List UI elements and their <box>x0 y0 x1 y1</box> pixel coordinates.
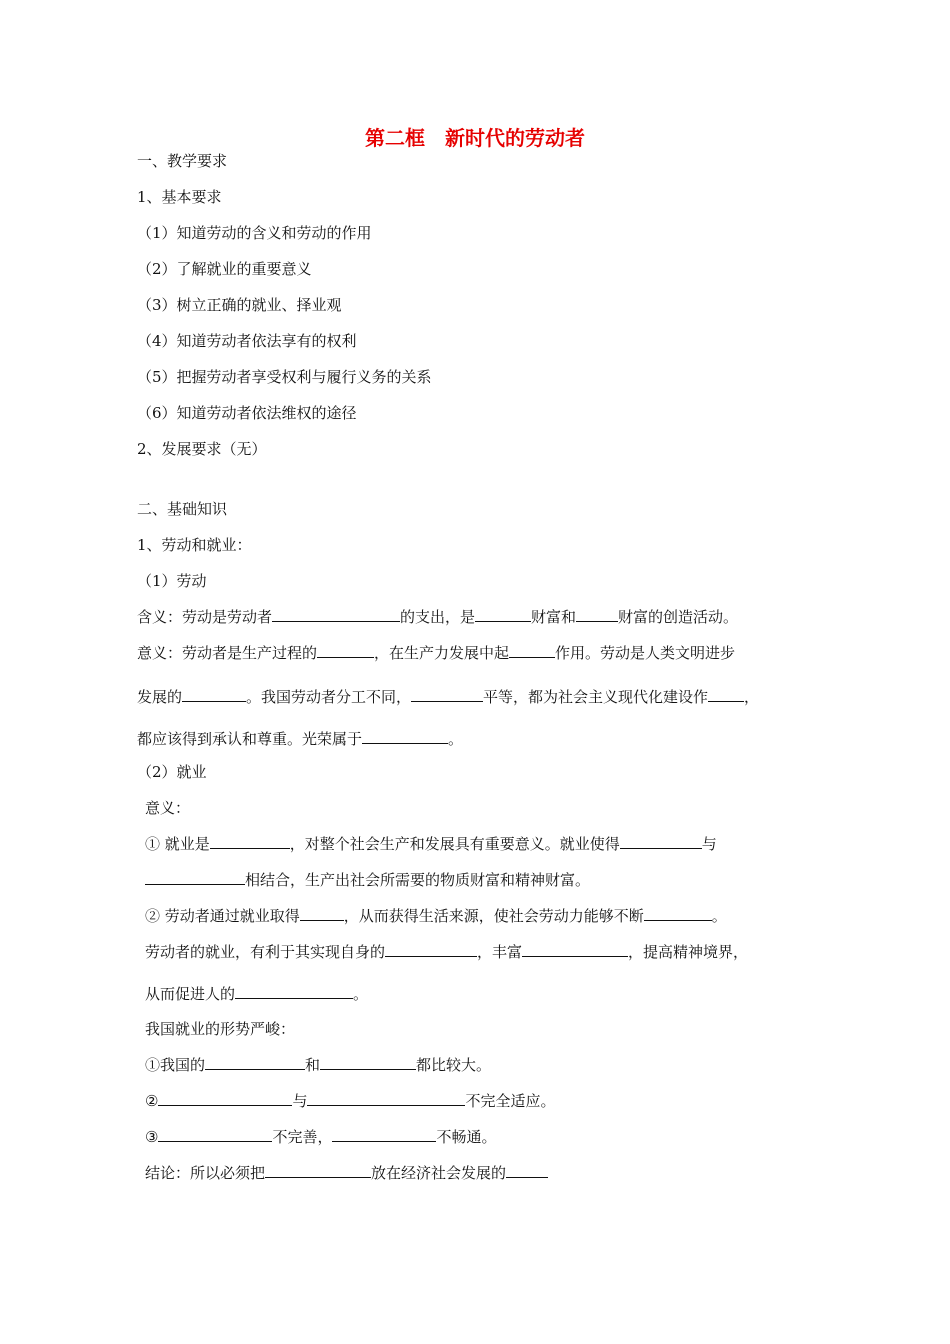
document-title: 第二框 新时代的劳动者 <box>365 126 585 150</box>
fill-blank[interactable] <box>411 687 483 702</box>
fill-blank[interactable] <box>210 834 290 849</box>
basic-requirements-heading: 1、基本要求 <box>137 188 222 206</box>
requirement-item: （5）把握劳动者享受权利与履行义务的关系 <box>137 368 432 386</box>
fill-blank[interactable] <box>320 1055 416 1070</box>
requirement-item: （2）了解就业的重要意义 <box>137 260 312 278</box>
requirement-item: （3）树立正确的就业、择业观 <box>137 296 342 314</box>
fill-blank[interactable] <box>158 1091 292 1106</box>
employment-heading: （2）就业 <box>137 763 207 781</box>
fill-blank[interactable] <box>205 1055 305 1070</box>
employment-situation-heading: 我国就业的形势严峻： <box>145 1020 296 1038</box>
situation-point-2: ② 与 不完全适应。 <box>145 1092 556 1110</box>
fill-blank[interactable] <box>145 870 245 885</box>
requirement-item: （6）知道劳动者依法维权的途径 <box>137 404 357 422</box>
section-heading-basics: 二、基础知识 <box>137 500 228 518</box>
conclusion: 结论：所以必须把 放在经济社会发展的 <box>145 1163 548 1183</box>
fill-blank[interactable] <box>332 1127 436 1142</box>
subsection-labor-employment: 1、劳动和就业： <box>137 536 252 554</box>
situation-point-3: ③ 不完善， 不畅通。 <box>145 1128 497 1146</box>
fill-blank[interactable] <box>235 984 353 999</box>
fill-blank[interactable] <box>506 1163 548 1178</box>
employment-point-1b: 相结合，生产出社会所需要的物质财富和精神财富。 <box>145 870 590 890</box>
development-requirements: 2、发展要求（无） <box>137 440 267 458</box>
labor-significance-2: 发展的 。我国劳动者分工不同， 平等，都为社会主义现代化建设作 ， <box>137 688 760 706</box>
employment-point-2a: ② 劳动者通过就业取得 ，从而获得生活来源，使社会劳动力能够不断 。 <box>145 907 727 925</box>
fill-blank[interactable] <box>708 687 744 702</box>
fill-blank[interactable] <box>307 1091 465 1106</box>
fill-blank[interactable] <box>620 834 702 849</box>
fill-blank[interactable] <box>362 729 448 744</box>
employment-meaning-label: 意义： <box>145 799 191 817</box>
fill-blank[interactable] <box>182 687 246 702</box>
fill-blank[interactable] <box>522 942 628 957</box>
labor-significance-1: 意义：劳动者是生产过程的 ，在生产力发展中起 作用。劳动是人类文明进步 <box>137 644 736 662</box>
fill-blank[interactable] <box>265 1163 371 1178</box>
employment-point-1a: ① 就业是 ，对整个社会生产和发展具有重要意义。就业使得 与 <box>145 835 717 853</box>
fill-blank[interactable] <box>317 643 374 658</box>
labor-heading: （1）劳动 <box>137 572 207 590</box>
employment-point-2b: 劳动者的就业，有利于其实现自身的 ，丰富 ，提高精神境界， <box>145 943 749 961</box>
fill-blank[interactable] <box>475 607 531 622</box>
fill-blank[interactable] <box>158 1127 272 1142</box>
employment-point-2c: 从而促进人的 。 <box>145 985 369 1003</box>
section-heading-requirements: 一、教学要求 <box>137 152 228 170</box>
fill-blank[interactable] <box>509 643 555 658</box>
requirement-item: （1）知道劳动的含义和劳动的作用 <box>137 224 372 242</box>
labor-significance-3: 都应该得到承认和尊重。光荣属于 。 <box>137 730 464 748</box>
situation-point-1: ①我国的 和 都比较大。 <box>145 1056 492 1074</box>
fill-blank[interactable] <box>385 942 477 957</box>
fill-blank[interactable] <box>644 906 712 921</box>
requirement-item: （4）知道劳动者依法享有的权利 <box>137 332 357 350</box>
fill-blank[interactable] <box>272 607 400 622</box>
labor-definition: 含义：劳动是劳动者 的支出，是 财富和 财富的创造活动。 <box>137 608 739 626</box>
fill-blank[interactable] <box>576 607 618 622</box>
fill-blank[interactable] <box>300 906 344 921</box>
